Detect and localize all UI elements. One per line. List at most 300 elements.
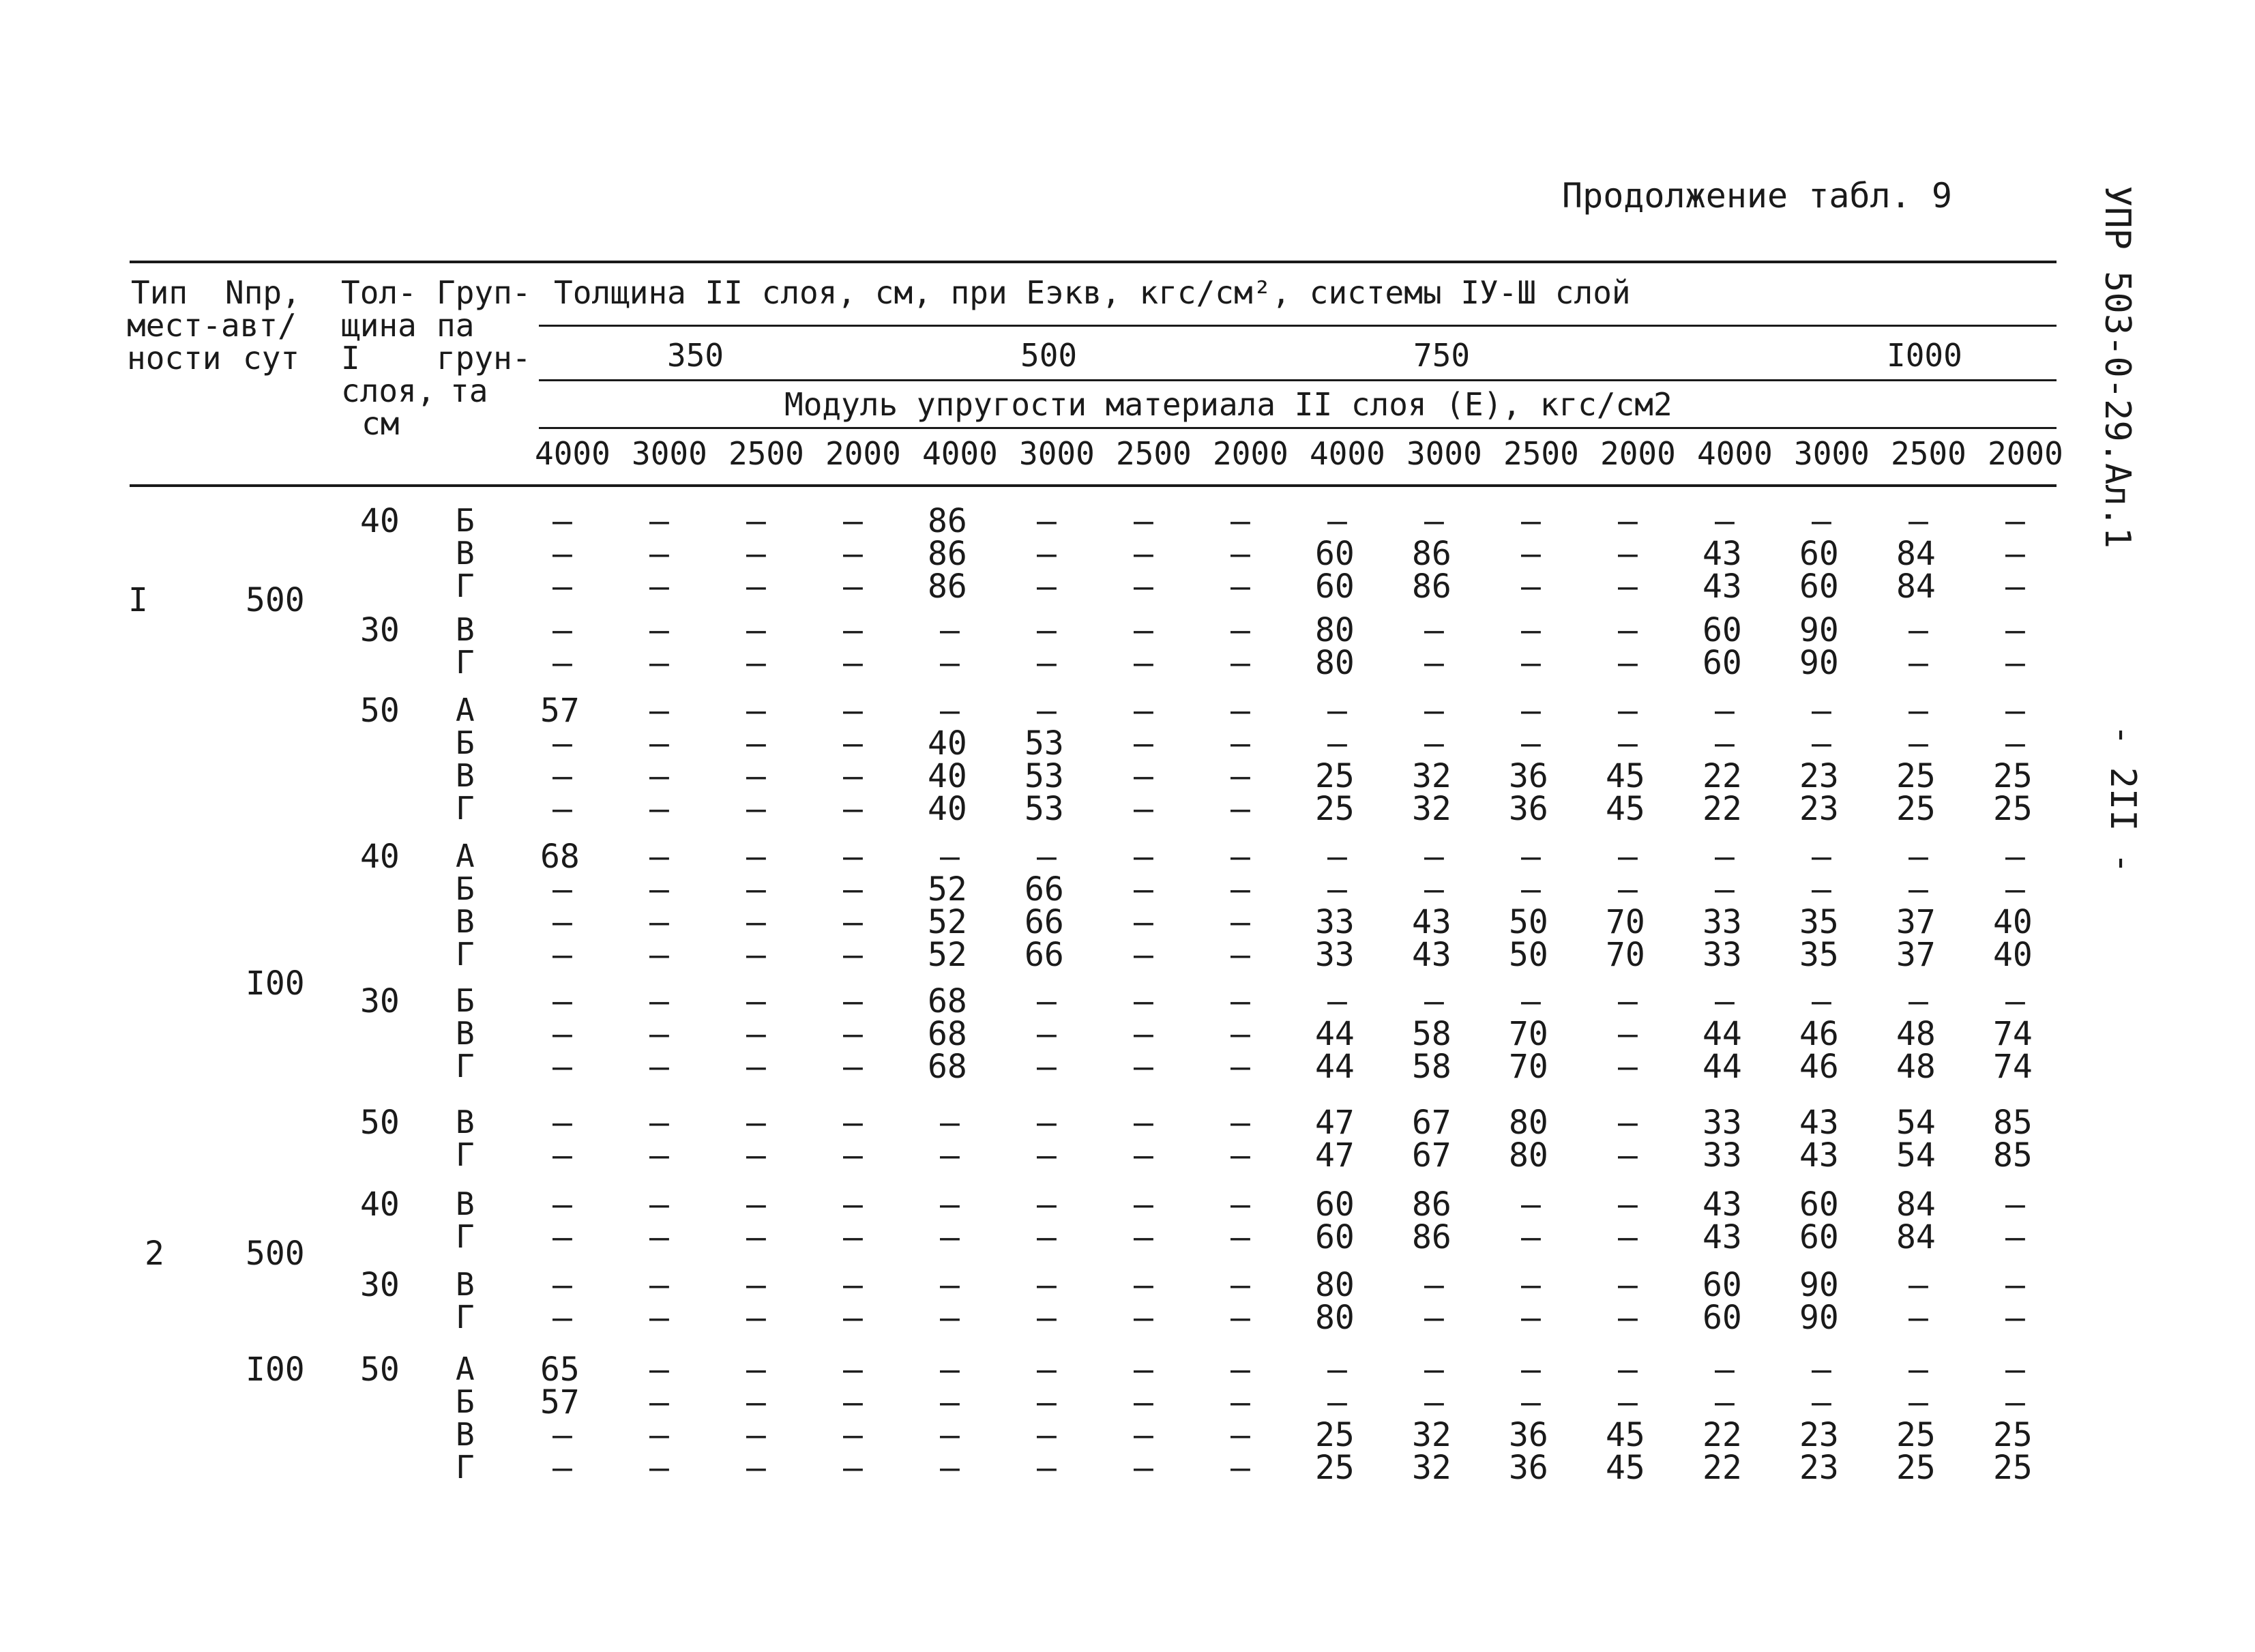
table-cell: – bbox=[940, 692, 960, 730]
table-cell: – bbox=[1618, 1136, 1638, 1175]
table-cell: – bbox=[1618, 838, 1638, 876]
table-cell: – bbox=[2005, 535, 2025, 573]
table-cell: – bbox=[1134, 1299, 1153, 1337]
table-cell: 68 bbox=[928, 1048, 967, 1086]
table-cell: 68 bbox=[928, 982, 967, 1020]
table-cell: – bbox=[649, 644, 669, 682]
soil-group-cell: Г bbox=[456, 1218, 475, 1255]
table-cell: – bbox=[1812, 724, 1831, 763]
table-cell: – bbox=[1037, 1185, 1057, 1224]
table-cell: – bbox=[746, 535, 766, 573]
table-cell: – bbox=[649, 1218, 669, 1256]
table-cell: 23 bbox=[1799, 1449, 1839, 1487]
table-cell: – bbox=[1037, 502, 1057, 540]
soil-group-cell: Г bbox=[456, 936, 475, 973]
table-cell: – bbox=[746, 1449, 766, 1487]
table-cell: – bbox=[552, 870, 572, 909]
modulus-col-2: 3000 bbox=[632, 435, 707, 472]
table-cell: – bbox=[1037, 1048, 1057, 1086]
soil-group-cell: В bbox=[456, 535, 475, 572]
table-cell: – bbox=[649, 724, 669, 763]
table-cell: 46 bbox=[1799, 1048, 1839, 1086]
table-cell: – bbox=[843, 982, 863, 1020]
table-cell: – bbox=[1134, 1015, 1153, 1053]
table-cell: 60 bbox=[1799, 1218, 1839, 1256]
table-cell: – bbox=[843, 724, 863, 763]
table-cell: – bbox=[552, 1136, 572, 1175]
table-cell: – bbox=[1037, 567, 1057, 606]
table-cell: 86 bbox=[1412, 567, 1451, 606]
table-cell: 47 bbox=[1315, 1104, 1355, 1142]
table-cell: 86 bbox=[928, 567, 967, 606]
table-cell: – bbox=[746, 1104, 766, 1142]
table-cell: – bbox=[1134, 1351, 1153, 1389]
table-cell: – bbox=[940, 1299, 960, 1337]
table-cell: – bbox=[1230, 838, 1250, 876]
table-cell: 43 bbox=[1703, 535, 1742, 573]
table-cell: – bbox=[1424, 724, 1444, 763]
table-cell: – bbox=[843, 1136, 863, 1175]
soil-group-cell: Б bbox=[456, 724, 475, 761]
table-cell: – bbox=[843, 692, 863, 730]
table-cell: – bbox=[746, 1048, 766, 1086]
table-cell: 43 bbox=[1703, 1185, 1742, 1224]
table-cell: – bbox=[1521, 611, 1541, 649]
table-cell: – bbox=[552, 903, 572, 941]
table-cell: – bbox=[552, 1299, 572, 1337]
span-header-title: Толщина II слоя, см, при Еэкв, кгс/см², системы IУ-Ш слой bbox=[554, 274, 1631, 311]
table-cell: – bbox=[843, 1266, 863, 1304]
table-cell: – bbox=[1812, 502, 1831, 540]
modulus-col-15: 2500 bbox=[1891, 435, 1966, 472]
modulus-col-12: 2000 bbox=[1600, 435, 1676, 472]
table-cell: – bbox=[1230, 870, 1250, 909]
table-cell: 60 bbox=[1315, 535, 1355, 573]
table-cell: – bbox=[843, 790, 863, 828]
table-cell: – bbox=[1521, 692, 1541, 730]
table-cell: 66 bbox=[1025, 870, 1064, 909]
table-cell: – bbox=[746, 1218, 766, 1256]
table-cell: – bbox=[1424, 611, 1444, 649]
table-cell: – bbox=[552, 724, 572, 763]
table-cell: – bbox=[746, 1136, 766, 1175]
table-cell: – bbox=[552, 1185, 572, 1224]
table-cell: 35 bbox=[1799, 903, 1839, 941]
table-cell: – bbox=[2005, 870, 2025, 909]
table-cell: – bbox=[843, 838, 863, 876]
table-cell: – bbox=[1424, 502, 1444, 540]
table-cell: – bbox=[1037, 838, 1057, 876]
table-cell: 44 bbox=[1315, 1015, 1355, 1053]
table-cell: – bbox=[1230, 1104, 1250, 1142]
table-cell: – bbox=[1134, 982, 1153, 1020]
soil-group-cell: Б bbox=[456, 982, 475, 1019]
table-cell: – bbox=[1521, 982, 1541, 1020]
table-cell: 57 bbox=[540, 692, 580, 730]
table-cell: – bbox=[843, 1104, 863, 1142]
table-cell: 33 bbox=[1315, 936, 1355, 974]
table-cell: 53 bbox=[1025, 790, 1064, 828]
table-cell: – bbox=[746, 611, 766, 649]
table-cell: 32 bbox=[1412, 1449, 1451, 1487]
table-cell: 35 bbox=[1799, 936, 1839, 974]
table-cell: – bbox=[1812, 1351, 1831, 1389]
table-cell: 70 bbox=[1509, 1048, 1548, 1086]
table-cell: – bbox=[1230, 903, 1250, 941]
table-cell: – bbox=[2005, 1383, 2025, 1421]
table-cell: – bbox=[746, 757, 766, 795]
thickness-label: 50 bbox=[360, 692, 400, 730]
table-cell: – bbox=[1134, 611, 1153, 649]
traffic-label: 500 bbox=[246, 581, 305, 619]
eekv-350: 350 bbox=[667, 337, 724, 374]
table-cell: – bbox=[649, 1449, 669, 1487]
table-cell: 58 bbox=[1412, 1048, 1451, 1086]
table-cell: – bbox=[649, 1104, 669, 1142]
table-cell: 43 bbox=[1799, 1104, 1839, 1142]
table-cell: – bbox=[649, 567, 669, 606]
table-cell: – bbox=[552, 1048, 572, 1086]
table-cell: 84 bbox=[1896, 567, 1936, 606]
soil-group-cell: А bbox=[456, 1351, 475, 1387]
eekv-500: 500 bbox=[1020, 337, 1078, 374]
table-cell: – bbox=[2005, 611, 2025, 649]
table-cell: – bbox=[1908, 1266, 1928, 1304]
table-cell: – bbox=[1230, 1266, 1250, 1304]
table-cell: 33 bbox=[1703, 936, 1742, 974]
table-cell: – bbox=[1521, 1185, 1541, 1224]
table-cell: 68 bbox=[540, 838, 580, 876]
table-cell: 40 bbox=[1993, 936, 2033, 974]
table-cell: 86 bbox=[1412, 1218, 1451, 1256]
table-cell: – bbox=[1424, 982, 1444, 1020]
table-cell: – bbox=[649, 611, 669, 649]
table-cell: – bbox=[843, 1299, 863, 1337]
table-cell: 44 bbox=[1703, 1048, 1742, 1086]
table-cell: 23 bbox=[1799, 1416, 1839, 1454]
table-cell: – bbox=[2005, 1266, 2025, 1304]
table-cell: – bbox=[1812, 838, 1831, 876]
table-cell: 68 bbox=[928, 1015, 967, 1053]
table-cell: – bbox=[1521, 1351, 1541, 1389]
table-cell: – bbox=[649, 1015, 669, 1053]
table-cell: 43 bbox=[1412, 903, 1451, 941]
table-cell: 90 bbox=[1799, 611, 1839, 649]
table-cell: – bbox=[649, 1351, 669, 1389]
table-cell: – bbox=[1908, 870, 1928, 909]
table-cell: 25 bbox=[1315, 1416, 1355, 1454]
table-cell: – bbox=[2005, 982, 2025, 1020]
soil-group-cell: Б bbox=[456, 502, 475, 539]
table-cell: – bbox=[843, 567, 863, 606]
table-cell: – bbox=[940, 1185, 960, 1224]
table-cell: – bbox=[1908, 611, 1928, 649]
table-cell: – bbox=[1812, 870, 1831, 909]
table-cell: – bbox=[1037, 1299, 1057, 1337]
table-cell: – bbox=[2005, 1185, 2025, 1224]
table-cell: 22 bbox=[1703, 1416, 1742, 1454]
table-cell: – bbox=[1037, 1266, 1057, 1304]
modulus-col-14: 3000 bbox=[1794, 435, 1870, 472]
modulus-col-3: 2500 bbox=[728, 435, 804, 472]
table-cell: – bbox=[1715, 982, 1735, 1020]
table-cell: 33 bbox=[1703, 903, 1742, 941]
table-cell: – bbox=[843, 1015, 863, 1053]
table-cell: 36 bbox=[1509, 1449, 1548, 1487]
table-cell: – bbox=[552, 502, 572, 540]
table-cell: – bbox=[649, 903, 669, 941]
table-cell: 23 bbox=[1799, 757, 1839, 795]
table-cell: 53 bbox=[1025, 757, 1064, 795]
table-cell: – bbox=[1134, 1104, 1153, 1142]
modulus-col-8: 2000 bbox=[1213, 435, 1288, 472]
table-cell: – bbox=[746, 903, 766, 941]
modulus-col-16: 2000 bbox=[1988, 435, 2063, 472]
table-cell: – bbox=[843, 1218, 863, 1256]
table-cell: – bbox=[1521, 724, 1541, 763]
table-cell: – bbox=[1327, 982, 1347, 1020]
table-cell: – bbox=[1715, 870, 1735, 909]
table-cell: – bbox=[1230, 692, 1250, 730]
table-cell: 60 bbox=[1799, 535, 1839, 573]
table-cell: – bbox=[649, 1136, 669, 1175]
table-cell: 85 bbox=[1993, 1104, 2033, 1142]
table-cell: 85 bbox=[1993, 1136, 2033, 1175]
table-cell: – bbox=[843, 502, 863, 540]
table-cell: – bbox=[746, 838, 766, 876]
table-cell: – bbox=[940, 1266, 960, 1304]
thickness-label: 40 bbox=[360, 502, 400, 540]
table-cell: – bbox=[1134, 1416, 1153, 1454]
table-cell: 32 bbox=[1412, 790, 1451, 828]
table-cell: – bbox=[1424, 1351, 1444, 1389]
table-cell: – bbox=[1715, 1351, 1735, 1389]
thickness-label: 50 bbox=[360, 1351, 400, 1389]
table-cell: – bbox=[843, 1048, 863, 1086]
table-cell: – bbox=[2005, 692, 2025, 730]
thickness-label: 50 bbox=[360, 1104, 400, 1142]
table-cell: – bbox=[1618, 644, 1638, 682]
table-cell: – bbox=[552, 1449, 572, 1487]
table-cell: – bbox=[746, 1351, 766, 1389]
table-cell: – bbox=[1327, 1383, 1347, 1421]
table-cell: 44 bbox=[1315, 1048, 1355, 1086]
soil-group-cell: Г bbox=[456, 1136, 475, 1173]
table-cell: – bbox=[1230, 1351, 1250, 1389]
soil-group-cell: Б bbox=[456, 870, 475, 907]
soil-group-cell: В bbox=[456, 903, 475, 940]
table-cell: – bbox=[1230, 936, 1250, 974]
table-cell: – bbox=[1618, 1015, 1638, 1053]
table-cell: – bbox=[1230, 1185, 1250, 1224]
table-cell: 40 bbox=[928, 790, 967, 828]
table-cell: – bbox=[1037, 1416, 1057, 1454]
table-cell: – bbox=[1230, 567, 1250, 606]
table-cell: – bbox=[1230, 1299, 1250, 1337]
table-cell: 84 bbox=[1896, 1185, 1936, 1224]
table-cell: – bbox=[1424, 1266, 1444, 1304]
table-cell: – bbox=[1618, 535, 1638, 573]
table-cell: – bbox=[1134, 1185, 1153, 1224]
table-cell: 32 bbox=[1412, 1416, 1451, 1454]
table-cell: – bbox=[1424, 870, 1444, 909]
modulus-col-10: 3000 bbox=[1406, 435, 1482, 472]
table-cell: – bbox=[746, 692, 766, 730]
table-cell: – bbox=[1618, 870, 1638, 909]
table-cell: 80 bbox=[1315, 1299, 1355, 1337]
table-cell: – bbox=[1230, 757, 1250, 795]
soil-group-cell: А bbox=[456, 838, 475, 874]
table-cell: 36 bbox=[1509, 1416, 1548, 1454]
table-cell: 25 bbox=[1315, 757, 1355, 795]
table-cell: – bbox=[1134, 692, 1153, 730]
table-cell: – bbox=[1134, 1048, 1153, 1086]
table-cell: – bbox=[1134, 757, 1153, 795]
table-cell: – bbox=[746, 644, 766, 682]
table-cell: 45 bbox=[1606, 790, 1645, 828]
table-cell: – bbox=[1134, 903, 1153, 941]
table-cell: – bbox=[2005, 644, 2025, 682]
table-cell: – bbox=[1618, 1266, 1638, 1304]
table-cell: 45 bbox=[1606, 1449, 1645, 1487]
table-cell: 86 bbox=[1412, 535, 1451, 573]
table-cell: – bbox=[552, 790, 572, 828]
traffic-label: I00 bbox=[246, 964, 305, 1003]
table-cell: 54 bbox=[1896, 1136, 1936, 1175]
table-cell: – bbox=[552, 611, 572, 649]
table-cell: – bbox=[1812, 982, 1831, 1020]
soil-group-cell: В bbox=[456, 1015, 475, 1052]
table-cell: – bbox=[843, 644, 863, 682]
table-cell: – bbox=[1618, 1185, 1638, 1224]
table-cell: – bbox=[552, 757, 572, 795]
table-cell: – bbox=[1134, 870, 1153, 909]
table-cell: – bbox=[1134, 502, 1153, 540]
soil-group-cell: В bbox=[456, 611, 475, 648]
table-cell: – bbox=[552, 1015, 572, 1053]
table-cell: 70 bbox=[1509, 1015, 1548, 1053]
table-cell: – bbox=[746, 1299, 766, 1337]
table-cell: 84 bbox=[1896, 1218, 1936, 1256]
soil-group-cell: В bbox=[456, 1266, 475, 1303]
table-cell: – bbox=[1037, 1104, 1057, 1142]
table-cell: 90 bbox=[1799, 644, 1839, 682]
soil-group-cell: В bbox=[456, 757, 475, 794]
modulus-col-11: 2500 bbox=[1503, 435, 1579, 472]
table-cell: 90 bbox=[1799, 1266, 1839, 1304]
table-cell: – bbox=[1521, 644, 1541, 682]
table-cell: 45 bbox=[1606, 757, 1645, 795]
table-cell: – bbox=[843, 1185, 863, 1224]
table-cell: – bbox=[649, 1299, 669, 1337]
table-cell: – bbox=[1037, 1015, 1057, 1053]
table-cell: 50 bbox=[1509, 936, 1548, 974]
table-cell: – bbox=[940, 1351, 960, 1389]
table-cell: – bbox=[1037, 1449, 1057, 1487]
table-cell: 40 bbox=[1993, 903, 2033, 941]
table-cell: 25 bbox=[1896, 1416, 1936, 1454]
table-cell: – bbox=[1521, 838, 1541, 876]
table-cell: – bbox=[1424, 644, 1444, 682]
table-cell: – bbox=[1230, 1218, 1250, 1256]
table-cell: – bbox=[1230, 724, 1250, 763]
table-cell: 25 bbox=[1896, 790, 1936, 828]
table-cell: – bbox=[1327, 692, 1347, 730]
table-cell: – bbox=[649, 1383, 669, 1421]
table-cell: 54 bbox=[1896, 1104, 1936, 1142]
table-cell: 33 bbox=[1315, 903, 1355, 941]
table-cell: – bbox=[746, 1015, 766, 1053]
table-cell: 22 bbox=[1703, 790, 1742, 828]
table-cell: – bbox=[1037, 692, 1057, 730]
table-cell: 60 bbox=[1315, 1218, 1355, 1256]
table-cell: 44 bbox=[1703, 1015, 1742, 1053]
table-cell: – bbox=[1230, 790, 1250, 828]
table-cell: – bbox=[1908, 692, 1928, 730]
table-cell: – bbox=[649, 1266, 669, 1304]
table-cell: – bbox=[649, 692, 669, 730]
table-cell: – bbox=[1618, 1104, 1638, 1142]
table-cell: 60 bbox=[1703, 1299, 1742, 1337]
table-cell: 60 bbox=[1799, 1185, 1839, 1224]
table-cell: – bbox=[1134, 1136, 1153, 1175]
table-cell: – bbox=[1618, 724, 1638, 763]
table-cell: 60 bbox=[1315, 567, 1355, 606]
table-cell: – bbox=[552, 1104, 572, 1142]
table-cell: – bbox=[2005, 1299, 2025, 1337]
table-cell: 74 bbox=[1993, 1048, 2033, 1086]
table-cell: – bbox=[746, 936, 766, 974]
table-cell: 45 bbox=[1606, 1416, 1645, 1454]
table-cell: – bbox=[649, 1048, 669, 1086]
table-cell: 67 bbox=[1412, 1104, 1451, 1142]
table-cell: – bbox=[552, 936, 572, 974]
table-cell: 65 bbox=[540, 1351, 580, 1389]
modulus-col-13: 4000 bbox=[1697, 435, 1773, 472]
table-cell: 36 bbox=[1509, 757, 1548, 795]
table-cell: – bbox=[746, 790, 766, 828]
table-cell: 46 bbox=[1799, 1015, 1839, 1053]
table-cell: – bbox=[1134, 567, 1153, 606]
table-cell: – bbox=[746, 982, 766, 1020]
document-page: Продолжение табл. 9 УПР 503-0-29.Ал.1 - 2II - Тип мест- ности Nпр, авт/ сут Тол- щина I слоя, см Груп- па грун- та Толщина II слоя, см, при Еэкв, кгс/см², системы IУ-Ш слой 350 500 750 I000 Модуль упругости материала II слоя (Е), кгс/см2 4000 3000 2500 2000 4000 3000 2500 2000 4000 3000 2500 2000 4000 3000 2500 2000 I 2 500 I00 500 I00 40 30 50 40 30 50 40 30 50 Б – – – – 86 – – – – – – – – – – – В – – – – 86 – – – 60 86 – – 43 60 84 – Г – – – – 86 – – – 60 86 – – 43 60 84 – В – – – – – – – – 80 – – – 60 90 – – Г – – – – – – – – 80 – – – 60 90 – – А 57 – – – – – – – – – – – – – – – Б – – – – 40 53 – – – – – – – – – – В – – – – 40 53 – – 25 32 36 45 22 23 25 25 Г – – – – 40 53 – – 25 32 36 45 22 23 25 25 А 68 – – – – – – – – – – – – – – – Б – – – – 52 66 – – – – – – – – – – В – – – – 52 66 – – 33 43 50 70 33 35 37 40 Г – – – – 52 66 – – 33 43 50 70 33 35 37 40 Б – – – – 68 – – – – – – – – – – – В – – – – 68 – – – 44 58 70 – 44 46 48 74 Г – – – – 68 – – – 44 58 70 – 44 46 48 74 В – – – – – – – – 47 67 80 – 33 43 54 85 Г – – – – – – – – 47 67 80 – 33 43 54 85 В – – – – – – – – 60 86 – – 43 60 84 – Г – – – – – – – – 60 86 – – 43 60 84 – В – – – – – – – – 80 – – – 60 90 – – Г – – – – – – – – 80 – – – 60 90 – – А 65 – – – – – – – – – – – – – – – Б 57 – – – – – – – – – – – – – – – В – – – – – – – – 25 32 36 45 22 23 25 25 Г – – – – – – – – 25 32 36 45 22 23 25 25 bbox=[0, 0, 2255, 1652]
table-cell: – bbox=[1812, 1383, 1831, 1421]
table-cell: – bbox=[1327, 1351, 1347, 1389]
table-cell: – bbox=[940, 644, 960, 682]
table-cell: – bbox=[843, 1449, 863, 1487]
table-cell: 32 bbox=[1412, 757, 1451, 795]
table-cell: – bbox=[1134, 535, 1153, 573]
table-cell: 60 bbox=[1703, 1266, 1742, 1304]
table-cell: 52 bbox=[928, 936, 967, 974]
table-cell: – bbox=[940, 1449, 960, 1487]
table-cell: – bbox=[1037, 1218, 1057, 1256]
document-code: УПР 503-0-29.Ал.1 bbox=[2097, 186, 2138, 549]
table-cell: 80 bbox=[1509, 1104, 1548, 1142]
soil-group-cell: А bbox=[456, 692, 475, 728]
table-cell: 86 bbox=[1412, 1185, 1451, 1224]
table-cell: – bbox=[649, 535, 669, 573]
table-cell: – bbox=[1230, 1416, 1250, 1454]
modulus-title: Модуль упругости материала II слоя (Е), кгс/см2 bbox=[784, 386, 1672, 423]
table-cell: – bbox=[649, 1185, 669, 1224]
type-label: I bbox=[128, 581, 148, 619]
table-cell: – bbox=[1715, 1383, 1735, 1421]
table-cell: – bbox=[1037, 535, 1057, 573]
table-cell: – bbox=[746, 1416, 766, 1454]
table-cell: – bbox=[1424, 838, 1444, 876]
table-cell: – bbox=[552, 644, 572, 682]
